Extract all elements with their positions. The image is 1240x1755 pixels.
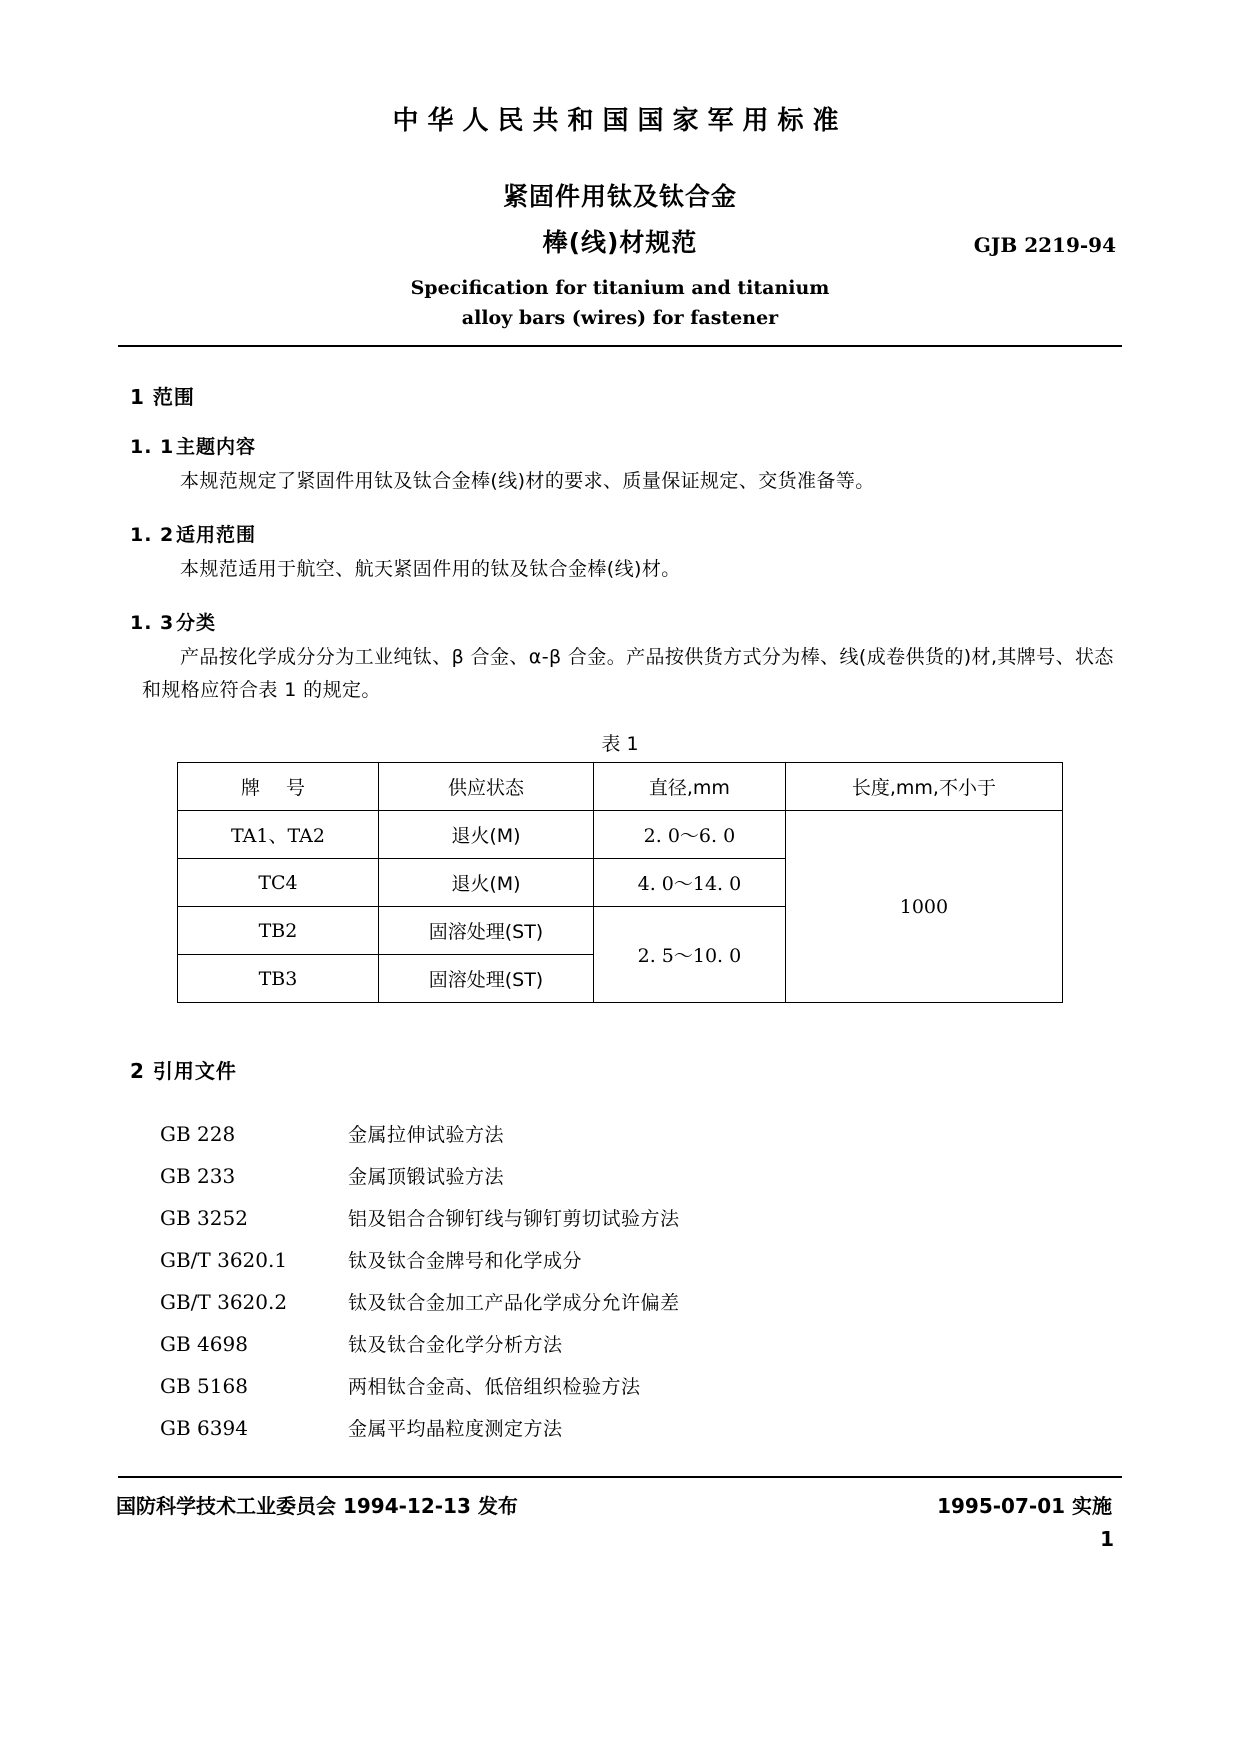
section-2-heading: 2 引用文件 <box>130 1059 237 1083</box>
page-number: 1 <box>1100 1527 1114 1551</box>
reference-title: 金属拉伸试验方法 <box>348 1124 505 1146</box>
footer-divider <box>118 1476 1122 1478</box>
cell-grade: TB3 <box>178 955 379 1003</box>
cell-diameter: 2. 0～6. 0 <box>594 811 786 859</box>
reference-code: GB 233 <box>160 1164 236 1188</box>
column-header-state: 供应状态 <box>378 763 593 811</box>
reference-title: 铝及铝合合铆钉线与铆钉剪切试验方法 <box>348 1208 680 1230</box>
list-item <box>118 1366 1122 1408</box>
table-caption: 表 1 <box>601 733 639 755</box>
reference-title: 钛及钛合金加工产品化学成分允许偏差 <box>348 1292 680 1314</box>
section-1-1-number: 1. 1 <box>130 436 175 458</box>
reference-code: GB 4698 <box>160 1332 248 1356</box>
cell-state: 固溶处理(ST) <box>378 955 593 1003</box>
section-1-2-number: 1. 2 <box>130 524 175 546</box>
footer-issuer: 国防科学技术工业委员会 1994-12-13 发布 <box>116 1494 518 1518</box>
list-item <box>118 1282 1122 1324</box>
reference-code: GB 3252 <box>160 1206 248 1230</box>
cell-length: 1000 <box>785 811 1062 1003</box>
document-title-line2: 棒(线)材规范 <box>542 228 698 257</box>
list-item <box>118 1114 1122 1156</box>
english-title-line2: alloy bars (wires) for fastener <box>461 307 779 329</box>
section-1-1-text: 本规范规定了紧固件用钛及钛合金棒(线)材的要求、质量保证规定、交货准备等。 <box>180 470 875 492</box>
english-title <box>118 273 1122 333</box>
title-block <box>118 175 1122 327</box>
reference-list <box>118 1114 1122 1450</box>
standard-number: GJB 2219-94 <box>973 233 1116 257</box>
reference-code: GB 228 <box>160 1122 236 1146</box>
section-1-1-title: 主题内容 <box>176 436 257 458</box>
cell-grade: TA1、TA2 <box>178 811 379 859</box>
cell-grade: TC4 <box>178 859 379 907</box>
list-item <box>118 1324 1122 1366</box>
reference-title: 钛及钛合金化学分析方法 <box>348 1334 563 1356</box>
cell-state: 退火(M) <box>378 859 593 907</box>
section-1-2-text: 本规范适用于航空、航天紧固件用的钛及钛合金棒(线)材。 <box>180 558 681 580</box>
table-row <box>178 811 1063 859</box>
section-1-3-text: 产品按化学成分分为工业纯钛、β 合金、α-β 合金。产品按供货方式分为棒、线(成卷供货的)材,其牌号、状态和规格应符合表 1 的规定。 <box>142 646 1114 701</box>
reference-title: 钛及钛合金牌号和化学成分 <box>348 1250 583 1272</box>
reference-title: 两相钛合金高、低倍组织检验方法 <box>348 1376 641 1398</box>
table-body <box>178 811 1063 1003</box>
document-title-line1: 紧固件用钛及钛合金 <box>502 182 737 211</box>
table-header <box>178 763 1063 811</box>
english-title-line1: Specification for titanium and titanium <box>410 277 830 299</box>
section-1-3-heading <box>130 608 1122 635</box>
list-item <box>118 1198 1122 1240</box>
cell-state: 固溶处理(ST) <box>378 907 593 955</box>
section-1-2-title: 适用范围 <box>176 524 257 546</box>
header-divider <box>118 345 1122 347</box>
footer-effective-date: 1995-07-01 实施 <box>937 1494 1112 1518</box>
list-item <box>118 1240 1122 1282</box>
section-1-2-heading <box>130 520 1122 547</box>
cell-diameter: 4. 0～14. 0 <box>594 859 786 907</box>
national-standard-title: 中华人民共和国国家军用标准 <box>392 106 848 136</box>
column-header-length: 长度,mm,不小于 <box>785 763 1062 811</box>
specification-table <box>177 762 1063 1003</box>
document-header <box>118 100 1122 347</box>
column-header-diameter: 直径,mm <box>594 763 786 811</box>
document-footer <box>118 1490 1122 1519</box>
section-1-3-number: 1. 3 <box>130 612 175 634</box>
reference-code: GB/T 3620.1 <box>160 1248 288 1272</box>
reference-code: GB 6394 <box>160 1416 248 1440</box>
table-header-row <box>178 763 1063 811</box>
reference-title: 金属顶锻试验方法 <box>348 1166 505 1188</box>
reference-code: GB 5168 <box>160 1374 248 1398</box>
cell-grade: TB2 <box>178 907 379 955</box>
reference-code: GB/T 3620.2 <box>160 1290 288 1314</box>
list-item <box>118 1408 1122 1450</box>
column-header-grade: 牌 号 <box>178 763 379 811</box>
reference-title: 金属平均晶粒度测定方法 <box>348 1418 563 1440</box>
page-content <box>118 100 1122 1551</box>
section-1-heading: 1 范围 <box>130 385 195 409</box>
section-1-3-title: 分类 <box>176 612 217 634</box>
section-1-1-heading <box>130 432 1122 459</box>
cell-state: 退火(M) <box>378 811 593 859</box>
list-item <box>118 1156 1122 1198</box>
cell-diameter: 2. 5～10. 0 <box>594 907 786 1003</box>
